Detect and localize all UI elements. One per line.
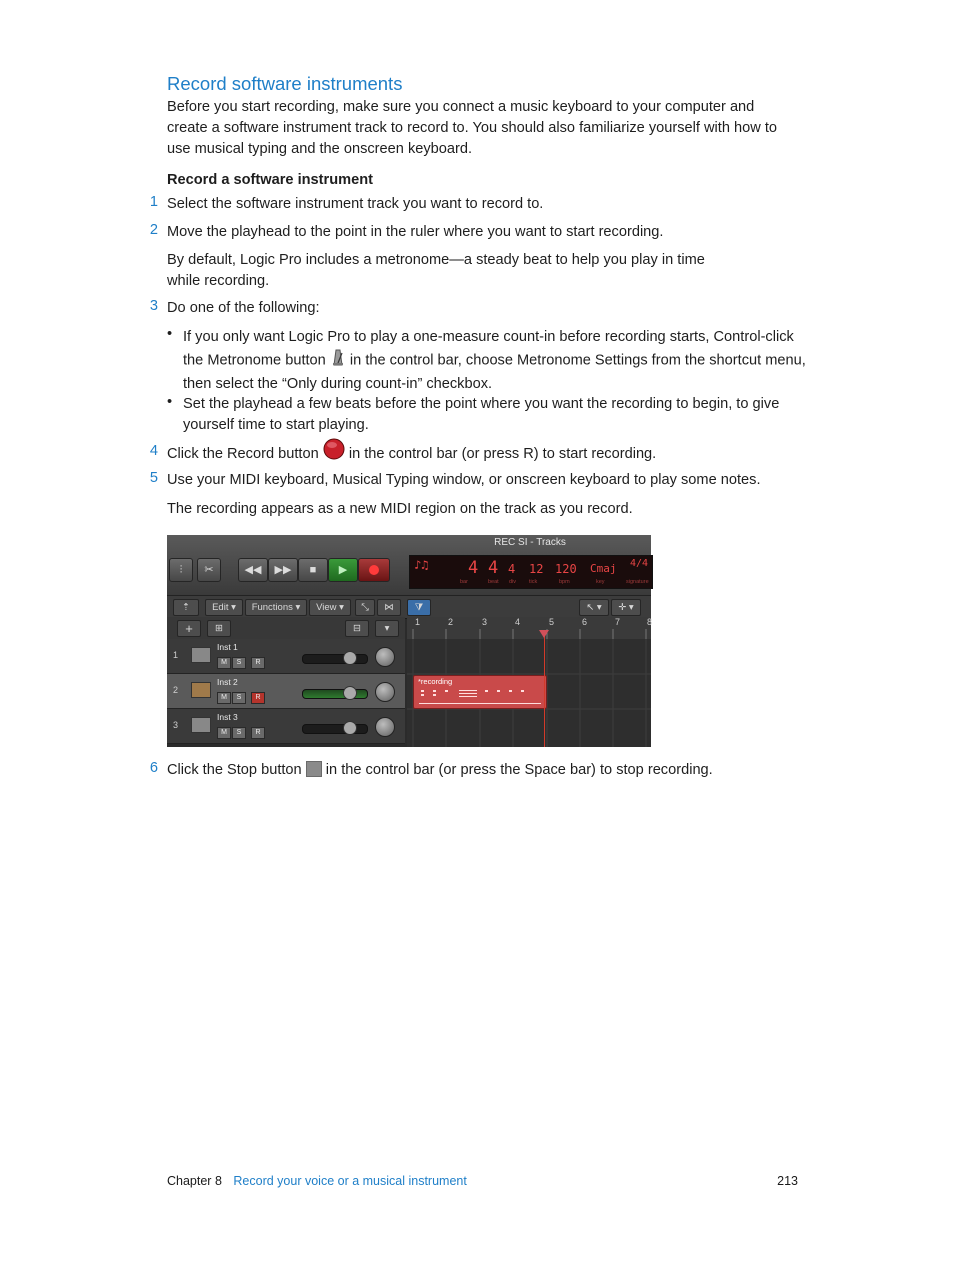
track-name: Inst 1 [217, 642, 238, 652]
chapter-title-link[interactable]: Record your voice or a musical instrument [233, 1174, 467, 1188]
chapter-label: Chapter [167, 1174, 212, 1188]
step-6-after: in the control bar (or press the Space bar) to stop recording. [325, 762, 713, 778]
lcd-label-key: key [596, 579, 605, 585]
section-heading: Record software instruments [167, 73, 403, 94]
record-button[interactable] [358, 558, 390, 582]
record-enable-button[interactable]: R [251, 692, 265, 704]
volume-slider[interactable] [302, 654, 368, 664]
task-heading: Record a software instrument [167, 172, 373, 188]
stop-button-icon [306, 761, 322, 777]
ruler-ticks [407, 617, 651, 639]
step-4-before: Click the Record button [167, 445, 319, 462]
fast-forward-button[interactable]: ▶▶ [268, 558, 298, 582]
mute-button[interactable]: M [217, 692, 231, 704]
ruler-bar-2: 2 [448, 617, 454, 627]
volume-slider[interactable] [302, 689, 368, 699]
step-6-before: Click the Stop button [167, 762, 302, 778]
bullet-2-text: Set the playhead a few beats before the point where you want the recording to begin, to give yourself time to start playing. [183, 396, 780, 433]
solo-button[interactable]: S [232, 692, 246, 704]
ruler-bar-7: 7 [615, 617, 621, 627]
step-number-3: 3 [149, 298, 158, 314]
region-label: *recording [418, 677, 453, 686]
link-icon[interactable]: ⋈ [377, 599, 401, 616]
ruler-bar-8: 8 [647, 617, 653, 627]
window-title: REC SI - Tracks [494, 537, 566, 548]
ruler-bar-5: 5 [549, 617, 555, 627]
ruler[interactable] [407, 617, 651, 640]
lcd-tick: 12 [529, 562, 544, 576]
ruler-bar-3: 3 [482, 617, 488, 627]
pointer-tool-icon[interactable]: ↖ ▾ [579, 599, 609, 616]
track-filter-icon[interactable]: ⊟ [345, 620, 369, 637]
snap-icon[interactable]: ⧩ [407, 599, 431, 616]
track-name: Inst 2 [217, 677, 238, 687]
step-5-note: The recording appears as a new MIDI region on the track as you record. [167, 501, 633, 517]
footer-chapter [167, 1174, 467, 1188]
lcd-beat: 4 [488, 558, 499, 578]
step-number-5: 5 [149, 470, 158, 486]
step-1-text: Select the software instrument track you want to record to. [167, 196, 544, 212]
record-enable-button[interactable]: R [251, 657, 265, 669]
lcd-signature: 4/4 [630, 558, 649, 569]
control-bar [167, 535, 651, 595]
track-number: 2 [173, 685, 179, 695]
instrument-icon [191, 682, 211, 698]
step-number-6: 6 [149, 760, 158, 776]
edit-menu[interactable]: Edit ▾ [205, 599, 243, 616]
track-number: 1 [173, 650, 179, 660]
lcd-bpm: 120 [555, 562, 577, 576]
pan-knob[interactable] [375, 647, 395, 667]
add-track-icon[interactable]: + [177, 620, 201, 637]
page-number: 213 [777, 1174, 798, 1188]
metronome-icon [330, 348, 346, 373]
step-number-4: 4 [149, 443, 158, 459]
ruler-bar-4: 4 [515, 617, 521, 627]
scissors-icon: ✂ [197, 558, 221, 582]
step-number-2: 2 [149, 222, 158, 238]
step-number-1: 1 [149, 194, 158, 210]
track-row[interactable] [167, 674, 405, 709]
lcd-label-tick: tick [529, 579, 538, 585]
pan-knob[interactable] [375, 717, 395, 737]
folder-icon[interactable]: ⊞ [207, 620, 231, 637]
collapse-icon[interactable]: ▾ [375, 620, 399, 637]
chapter-number: 8 [214, 1174, 222, 1188]
track-number: 3 [173, 720, 179, 730]
lcd-label-signature: signature [626, 579, 649, 585]
play-button[interactable]: ▶ [328, 558, 358, 582]
lcd-bar: 4 [468, 558, 479, 578]
step-2-note: By default, Logic Pro includes a metronome—a steady beat to help you play in time while recording. [167, 252, 705, 289]
track-name: Inst 3 [217, 712, 238, 722]
ruler-bar-6: 6 [582, 617, 588, 627]
step-3-text: Do one of the following: [167, 300, 320, 316]
piano-icon [191, 717, 211, 733]
track-header-bar [167, 617, 405, 640]
bullet-1-mark: • [167, 326, 173, 342]
ruler-bar-1: 1 [415, 617, 421, 627]
stop-button[interactable]: ■ [298, 558, 328, 582]
mute-button[interactable]: M [217, 657, 231, 669]
step-4-text [167, 438, 807, 470]
solo-button[interactable]: S [232, 657, 246, 669]
up-arrow-icon[interactable]: ⇡ [173, 599, 199, 616]
step-6-text [167, 760, 807, 781]
step-4-after: in the control bar (or press R) to start recording. [348, 445, 657, 462]
view-menu[interactable]: View ▾ [309, 599, 351, 616]
lcd-div: 4 [508, 562, 516, 576]
solo-button[interactable]: S [232, 727, 246, 739]
track-row[interactable] [167, 709, 405, 744]
track-row[interactable] [167, 639, 405, 674]
playhead[interactable] [544, 630, 545, 747]
lcd-label-bar: bar [460, 579, 468, 585]
rewind-button[interactable]: ◀◀ [238, 558, 268, 582]
midi-notes [415, 687, 545, 707]
bullet-1-text [183, 326, 808, 395]
logic-pro-screenshot [167, 535, 651, 747]
lcd-display [409, 555, 653, 589]
volume-slider[interactable] [302, 724, 368, 734]
lcd-label-bpm: bpm [559, 579, 570, 585]
record-enable-button[interactable]: R [251, 727, 265, 739]
mute-button[interactable]: M [217, 727, 231, 739]
record-button-icon [323, 438, 345, 470]
tracks-toolbar [167, 595, 651, 619]
midi-region[interactable] [413, 675, 547, 709]
lcd-label-div: div [509, 579, 517, 585]
step-5-text: Use your MIDI keyboard, Musical Typing window, or onscreen keyboard to play some notes. [167, 472, 761, 488]
pan-knob[interactable] [375, 682, 395, 702]
functions-menu[interactable]: Functions ▾ [245, 599, 307, 616]
bullet-1-after: in the control bar, choose Metronome Settings from the shortcut menu, then select the “Only during count-in” checkbox. [183, 352, 806, 392]
marquee-tool-icon[interactable]: ✛ ▾ [611, 599, 641, 616]
lcd-label-beat: beat [488, 579, 499, 585]
mixer-icon: ⫶ [169, 558, 193, 582]
bullet-2-mark: • [167, 394, 173, 410]
lcd-key: Cmaj [590, 562, 617, 575]
intro-paragraph: Before you start recording, make sure you connect a music keyboard to your computer and create a software instrument track to record to. You should also familiarize yourself with how to use musical typing and the onscreen keyboard. [167, 99, 777, 157]
bullet-1-before: If you only want Logic Pro to play a one-measure count-in before recording starts, Control-click the Metronome button [183, 329, 794, 369]
playhead-marker[interactable] [539, 630, 549, 638]
piano-icon [191, 647, 211, 663]
catch-icon[interactable]: ⤡ [355, 599, 375, 616]
step-2-text: Move the playhead to the point in the ruler where you want to start recording. [167, 224, 664, 240]
metronome-lcd-icon: ♪♫ [414, 558, 429, 572]
